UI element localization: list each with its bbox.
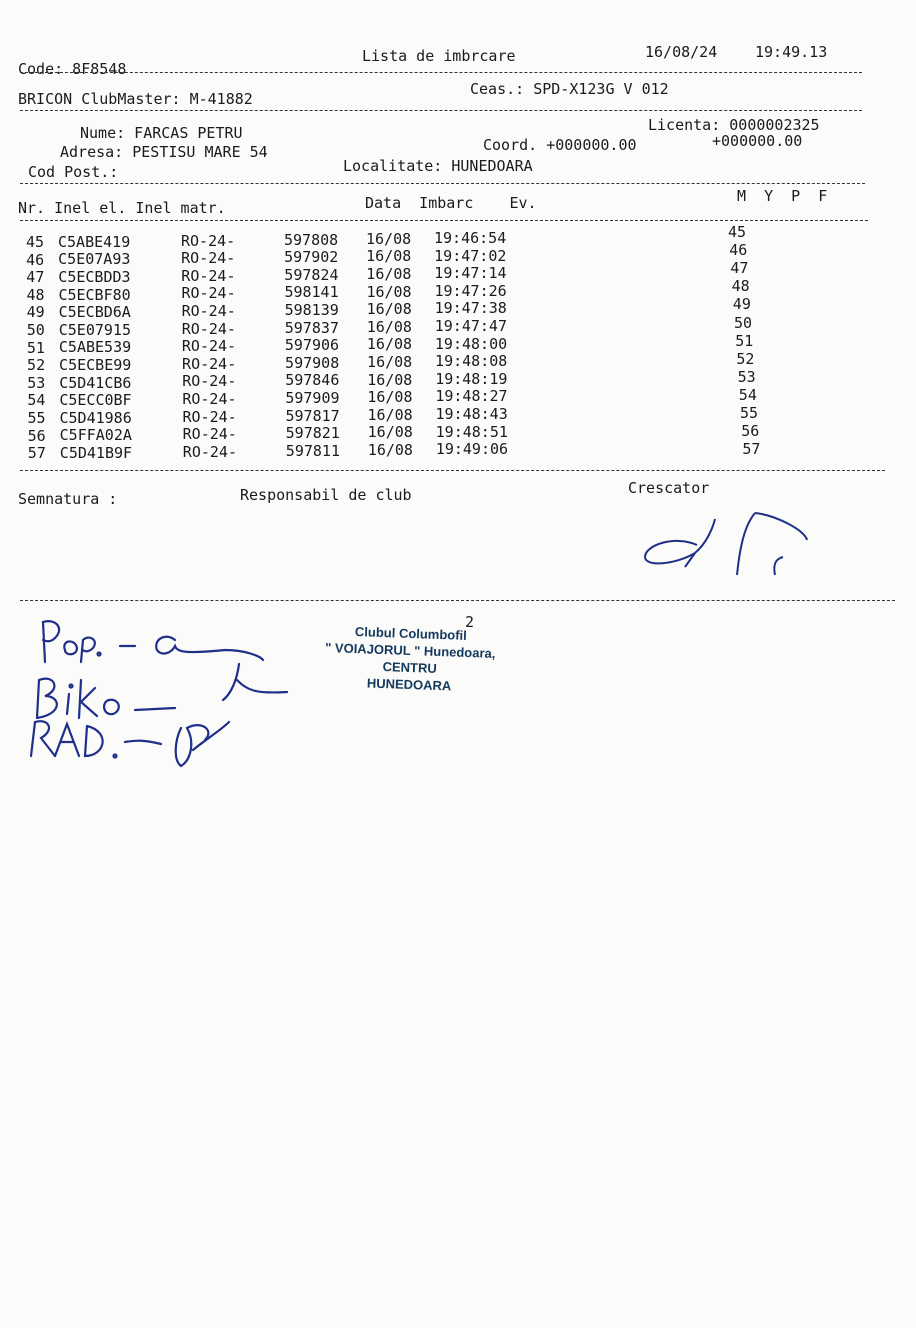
boarding-date: 16/08: [366, 247, 412, 266]
electronic-ring: C5E07915: [58, 320, 131, 339]
boarding-date: 16/08: [367, 352, 413, 371]
ring-number: 598141: [284, 283, 339, 302]
ring-number: 597824: [284, 265, 339, 284]
localitate-label: Localitate: HUNEDOARA: [343, 157, 533, 175]
ring-number: 597906: [284, 336, 340, 355]
row-number: 54: [27, 391, 46, 410]
boarding-time: 19:49:06: [435, 440, 509, 459]
divider: [20, 72, 862, 73]
row-number: 52: [27, 356, 46, 375]
boarding-time: 19:47:14: [434, 264, 507, 283]
ring-number: 597837: [284, 318, 339, 337]
boarding-date: 16/08: [366, 335, 413, 354]
document-title: Lista de imbrcare: [362, 47, 516, 65]
ring-prefix: RO-24-: [181, 266, 236, 285]
ring-prefix: RO-24-: [181, 284, 236, 303]
ring-prefix: RO-24-: [182, 407, 237, 426]
handwritten-signatures: [25, 610, 305, 780]
ring-prefix: RO-24-: [182, 425, 237, 444]
responsabil-label: Responsabil de club: [240, 486, 412, 504]
stamp-line: CENTRU: [382, 659, 438, 676]
ring-number: 597808: [284, 230, 339, 249]
m-column-value: 55: [740, 404, 759, 422]
print-date: 16/08/24: [645, 43, 718, 61]
ring-prefix: RO-24-: [182, 354, 237, 373]
row-number: 49: [26, 303, 45, 322]
coord-label: Coord. +000000.00: [483, 136, 637, 154]
licenta-label: Licenta: 0000002325: [648, 116, 820, 134]
row-number: 46: [26, 250, 45, 269]
stamp-line: " VOIAJORUL " Hunedoara,: [324, 640, 496, 661]
ring-number: 598139: [284, 300, 339, 319]
ring-prefix: RO-24-: [181, 319, 236, 338]
m-column-value: 46: [729, 241, 748, 260]
divider: [20, 470, 885, 471]
ceas-label: Ceas.: SPD-X123G V 012: [470, 80, 669, 98]
ring-prefix: RO-24-: [182, 372, 237, 391]
row-number: 57: [27, 444, 46, 463]
ring-number: 597902: [284, 248, 339, 267]
club-stamp: [309, 622, 511, 697]
electronic-ring: C5D41CB6: [59, 373, 132, 392]
page-number: 2: [465, 613, 475, 631]
stamp-line: HUNEDOARA: [366, 675, 452, 694]
electronic-ring: C5ABE539: [58, 338, 132, 357]
row-number: 47: [26, 268, 45, 287]
electronic-ring: C5ABE419: [58, 232, 131, 251]
ring-number: 597817: [285, 406, 340, 425]
ring-number: 597908: [285, 353, 340, 372]
row-number: 56: [27, 426, 46, 445]
ring-number: 597821: [285, 424, 340, 443]
semnatura-label: Semnatura :: [18, 490, 118, 508]
electronic-ring: C5E07A93: [58, 250, 131, 269]
boarding-date: 16/08: [367, 405, 413, 424]
electronic-ring: C5ECBD6A: [58, 303, 131, 322]
ring-prefix: RO-24-: [181, 231, 236, 250]
boarding-date: 16/08: [366, 317, 412, 336]
table-row: [27, 440, 548, 463]
m-column-value: 45: [728, 223, 747, 241]
electronic-ring: C5D41B9F: [59, 443, 133, 462]
boarding-date: 16/08: [367, 440, 413, 459]
boarding-time: 19:48:08: [435, 352, 508, 371]
ring-prefix: RO-24-: [181, 301, 236, 320]
boarding-date: 16/08: [366, 229, 412, 248]
column-header-right: M Y P F: [737, 187, 828, 205]
adresa-label: Adresa: PESTISU MARE 54: [60, 143, 268, 161]
m-column-value: 50: [734, 313, 753, 332]
boarding-time: 19:48:43: [435, 405, 508, 424]
m-column-value: 54: [738, 385, 757, 404]
boarding-date: 16/08: [367, 423, 413, 442]
boarding-time: 19:47:38: [434, 299, 507, 318]
boarding-time: 19:48:27: [435, 387, 508, 406]
row-number: 53: [27, 373, 46, 392]
divider: [20, 220, 868, 221]
electronic-ring: C5ECBDD3: [58, 267, 131, 286]
divider: [20, 110, 862, 111]
cod-post-label: Cod Post.:: [28, 163, 119, 181]
row-number: 48: [26, 285, 45, 304]
nume-label: Nume: FARCAS PETRU: [80, 124, 243, 142]
boarding-time: 19:47:26: [434, 281, 507, 300]
electronic-ring: C5ECBF80: [58, 285, 131, 304]
ring-prefix: RO-24-: [181, 337, 237, 356]
ring-prefix: RO-24-: [182, 442, 237, 461]
m-column-value: 56: [741, 422, 760, 441]
crescator-signature: [635, 505, 815, 585]
electronic-ring: C5ECBE99: [59, 355, 132, 374]
boarding-time: 19:47:02: [434, 246, 507, 265]
m-column-value: 57: [742, 440, 761, 459]
boarding-date: 16/08: [366, 282, 412, 301]
boarding-time: 19:48:51: [435, 422, 508, 441]
boarding-time: 19:48:19: [435, 369, 508, 388]
ring-number: 597846: [285, 371, 340, 390]
code-label: Code: 8F8548: [18, 60, 127, 78]
ring-number: 597811: [285, 441, 340, 460]
row-number: 45: [26, 233, 45, 251]
m-column-value: 47: [730, 259, 749, 278]
column-header-mid: Data Imbarc Ev.: [365, 194, 537, 212]
crescator-label: Crescator: [628, 479, 710, 497]
divider: [20, 600, 895, 601]
m-column-value: 48: [731, 277, 750, 296]
ring-number: 597909: [285, 388, 340, 407]
ring-prefix: RO-24-: [181, 249, 236, 268]
row-number: 51: [26, 338, 45, 357]
ring-prefix: RO-24-: [182, 389, 237, 408]
m-column-value: 51: [735, 331, 754, 350]
electronic-ring: C5FFA02A: [59, 426, 132, 445]
row-number: 50: [26, 321, 45, 339]
m-column-value: 52: [736, 349, 755, 368]
m-column-value: 49: [732, 295, 751, 314]
boarding-date: 16/08: [367, 388, 413, 407]
coord-second: +000000.00: [712, 132, 803, 150]
electronic-ring: C5D41986: [59, 408, 132, 427]
boarding-time: 19:48:00: [434, 334, 508, 353]
print-time: 19:49.13: [755, 43, 828, 61]
column-header-left: Nr. Inel el. Inel matr.: [18, 199, 226, 217]
clubmaster-label: BRICON ClubMaster: M-41882: [18, 90, 253, 108]
m-column-value: 53: [737, 367, 756, 386]
boarding-date: 16/08: [366, 300, 412, 319]
boarding-time: 19:46:54: [434, 229, 507, 248]
boarding-time: 19:47:47: [434, 317, 507, 336]
boarding-date: 16/08: [366, 264, 412, 283]
electronic-ring: C5ECC0BF: [59, 391, 132, 410]
boarding-date: 16/08: [367, 370, 413, 389]
stamp-line: Clubul Columbofil: [354, 624, 468, 643]
row-number: 55: [27, 409, 46, 427]
divider: [20, 183, 865, 184]
